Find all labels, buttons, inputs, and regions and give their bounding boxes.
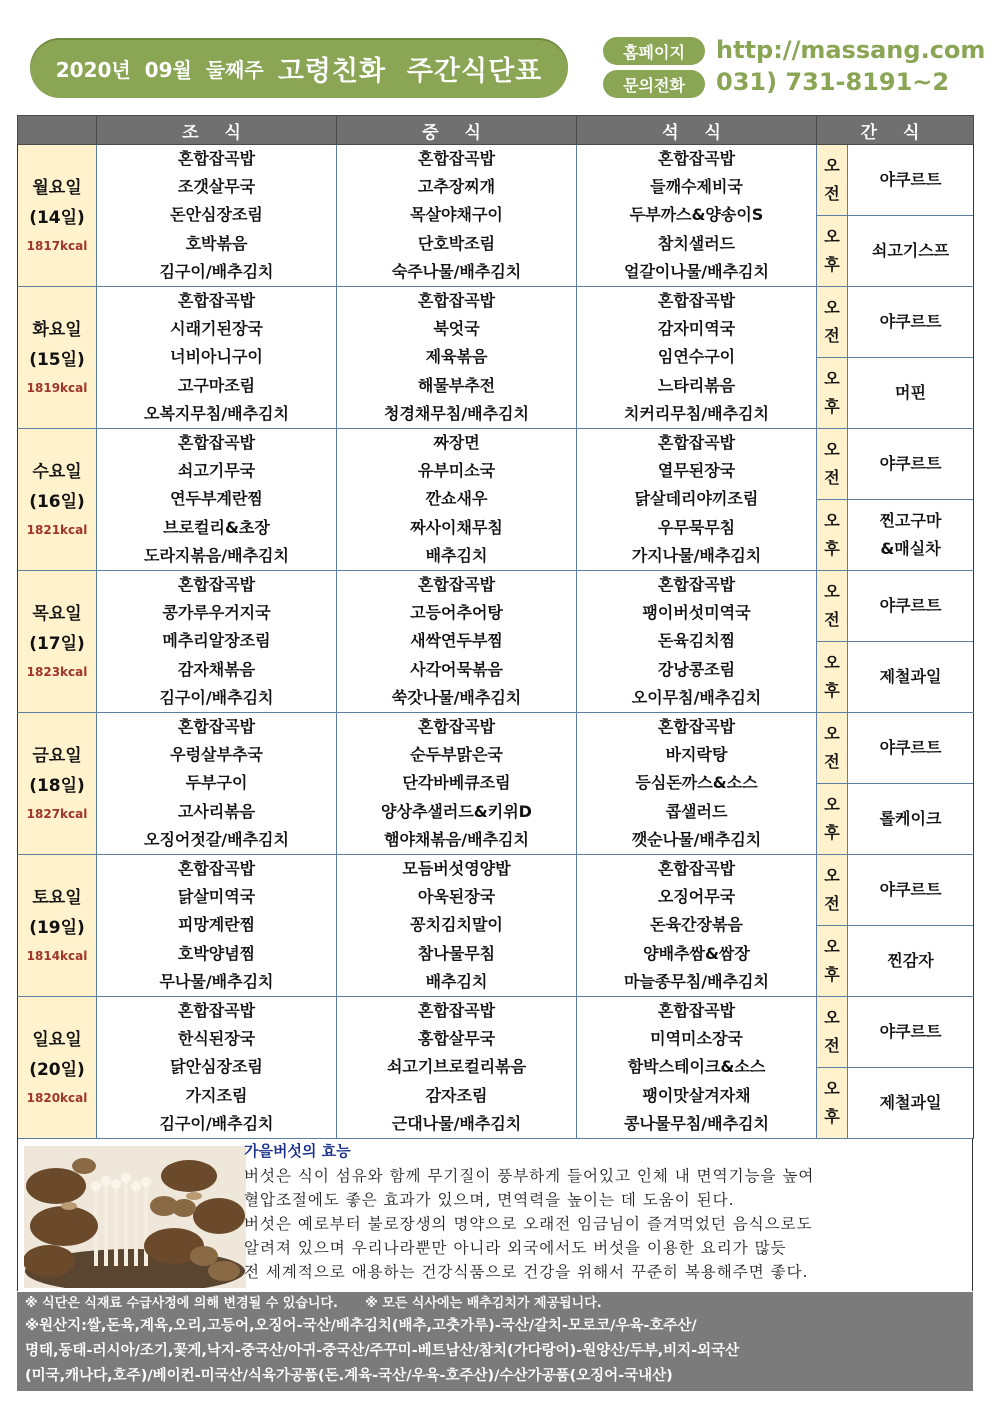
snack-label-char: 전 [824, 752, 840, 771]
menu-item: 해물부추전 [417, 375, 496, 395]
menu-item: 감자조림 [425, 1085, 488, 1105]
menu-item: 혼합잡곡밥 [177, 291, 256, 310]
dinner-cell [577, 429, 817, 571]
menu-item: 등심돈까스&소스 [635, 773, 758, 793]
header-dinner: 석 식 [577, 116, 817, 145]
day-name: 일요일 [32, 1029, 82, 1050]
menu-item: 혼합잡곡밥 [657, 575, 736, 594]
menu-item: 사각어묵볶음 [410, 659, 503, 679]
menu-item: 꽁치김치말이 [410, 915, 503, 935]
menu-item: 혼합잡곡밥 [417, 717, 496, 736]
snack-label-char: 오 [824, 511, 840, 530]
info-line: 버섯은 식이 섬유와 함께 무기질이 풍부하게 들어있고 인체 내 면역기능을 높여 [244, 1167, 815, 1185]
snack-label-char: 오 [824, 1008, 840, 1027]
homepage-label: 홈페이지 [603, 37, 705, 65]
menu-item: 닭안심장조림 [170, 1057, 263, 1077]
menu-item: 느타리볶음 [657, 375, 736, 395]
day-cell [18, 713, 97, 855]
menu-item: 모듬버섯영양밥 [402, 859, 511, 878]
day-row [18, 145, 974, 287]
dinner-cell [577, 287, 817, 429]
origin-line: ※원산지:쌀,돈육,계육,오리,고등어,오징어-국산/배추김치(배추,고춧가루)-국산/갈치-모로코/우육-호주산/ [25, 1318, 697, 1334]
table-header-row [18, 116, 974, 145]
snack-cell [817, 429, 974, 571]
lunch-cell [337, 855, 577, 997]
dinner-cell [577, 571, 817, 713]
breakfast-cell [97, 287, 337, 429]
day-kcal: 1814kcal [26, 948, 88, 963]
day-date: (20일) [29, 1059, 85, 1080]
snack-am-label [817, 145, 848, 215]
day-name: 금요일 [32, 745, 82, 766]
dinner-cell [577, 145, 817, 287]
menu-item: 아욱된장국 [417, 887, 496, 907]
menu-item: 메추리알장조림 [162, 631, 271, 651]
snack-am-label [817, 287, 848, 357]
menu-item: 오징어젓갈/배추김치 [144, 829, 289, 849]
menu-item: 혼합잡곡밥 [657, 859, 736, 878]
menu-item: 강낭콩조림 [657, 659, 736, 679]
menu-item: 혼합잡곡밥 [417, 575, 496, 594]
menu-item: 콩나물무침/배추김치 [624, 1113, 769, 1133]
mushroom-info-box [17, 1138, 973, 1291]
menu-item: 혼합잡곡밥 [177, 575, 256, 594]
menu-item: 혼합잡곡밥 [657, 717, 736, 736]
menu-item: 양상추샐러드&키위D [381, 801, 532, 821]
snack-pm-label [817, 358, 848, 428]
menu-item: 짜장면 [433, 433, 480, 452]
dinner-cell [577, 713, 817, 855]
day-kcal: 1821kcal [26, 522, 88, 537]
menu-item: 김구이/배추김치 [159, 261, 274, 281]
menu-item: 혼합잡곡밥 [417, 149, 496, 168]
menu-item: 쑥갓나물/배추김치 [391, 687, 522, 707]
menu-item: 오복지무침/배추김치 [144, 403, 289, 423]
menu-item: 혼합잡곡밥 [417, 291, 496, 310]
snack-pm-row [817, 215, 973, 286]
snack-label-char: 전 [824, 1036, 840, 1055]
snack-label-char: 전 [824, 894, 840, 913]
day-name: 월요일 [32, 177, 82, 198]
snack-label-char: 오 [824, 1079, 840, 1098]
day-kcal: 1823kcal [26, 664, 88, 679]
day-name: 수요일 [32, 461, 82, 482]
menu-item: 콩가루우거지국 [162, 603, 271, 623]
menu-item: 김구이/배추김치 [159, 1113, 274, 1133]
menu-item: 혼합잡곡밥 [657, 1001, 736, 1020]
breakfast-cell [97, 855, 337, 997]
menu-item: 숙주나물/배추김치 [391, 261, 522, 281]
day-row [18, 713, 974, 855]
day-row [18, 429, 974, 571]
lunch-cell [337, 145, 577, 287]
snack-pm-row [817, 357, 973, 428]
menu-item: 홍합살무국 [417, 1029, 496, 1049]
menu-item: 돈육간장볶음 [650, 915, 743, 935]
dinner-cell [577, 855, 817, 997]
notice-line: ※ 식단은 식재료 수급사정에 의해 변경될 수 있습니다. ※ 모든 식사에는 배추김치가 제공됩니다. [25, 1296, 602, 1311]
day-cell [18, 287, 97, 429]
snack-label-char: 오 [824, 156, 840, 175]
menu-item: 쇠고기무국 [177, 461, 256, 481]
snack-am-item: 야쿠르트 [879, 1022, 942, 1041]
menu-item: 혼합잡곡밥 [177, 149, 256, 168]
lunch-cell [337, 997, 577, 1139]
menu-table [17, 115, 974, 1139]
snack-label-char: 후 [824, 965, 840, 984]
menu-item: 얼갈이나물/배추김치 [624, 261, 769, 281]
snack-label-char: 오 [824, 440, 840, 459]
day-kcal: 1827kcal [26, 806, 88, 821]
menu-item: 혼합잡곡밥 [177, 717, 256, 736]
day-row [18, 997, 974, 1139]
dinner-cell [577, 997, 817, 1139]
snack-label-char: 오 [824, 795, 840, 814]
breakfast-cell [97, 429, 337, 571]
snack-pm-item: 제철과일 [879, 667, 942, 686]
menu-item: 무나물/배추김치 [159, 971, 274, 991]
menu-item: 가지조림 [185, 1085, 248, 1105]
menu-item: 돈육김치찜 [657, 631, 736, 651]
info-line: 혈압조절에도 좋은 효과가 있으며, 면역력을 높이는 데 도움이 된다. [244, 1191, 735, 1209]
day-row [18, 287, 974, 429]
menu-item: 김구이/배추김치 [159, 687, 274, 707]
snack-pm-row [817, 1067, 973, 1138]
day-cell [18, 855, 97, 997]
menu-item: 고사리볶음 [177, 801, 256, 821]
menu-item: 고구마조림 [177, 375, 256, 395]
menu-item: 도라지볶음/배추김치 [144, 545, 289, 565]
menu-item: 닭살미역국 [177, 887, 256, 907]
menu-item: 혼합잡곡밥 [657, 433, 736, 452]
snack-am-item: 야쿠르트 [879, 596, 942, 615]
snack-am-label [817, 429, 848, 499]
menu-item: 한식된장국 [177, 1029, 256, 1049]
snack-label-char: 전 [824, 468, 840, 487]
snack-label-char: 오 [824, 369, 840, 388]
menu-item: 깻순나물/배추김치 [631, 829, 762, 849]
snack-pm-row [817, 499, 973, 570]
snack-pm-item: 머핀 [895, 383, 926, 402]
snack-label-char: 오 [824, 298, 840, 317]
day-date: (18일) [29, 775, 85, 796]
breakfast-cell [97, 145, 337, 287]
snack-label-char: 전 [824, 610, 840, 629]
menu-item: 팽이맛살겨자채 [642, 1085, 751, 1105]
day-cell [18, 997, 97, 1139]
snack-label-char: 오 [824, 724, 840, 743]
snack-am-row [817, 997, 973, 1067]
menu-item: 미역미소장국 [650, 1029, 743, 1049]
lunch-cell [337, 571, 577, 713]
info-text [244, 1164, 954, 1284]
snack-cell [817, 287, 974, 429]
day-row [18, 571, 974, 713]
menu-item: 돈안심장조림 [170, 205, 263, 225]
menu-item: 목살야채구이 [410, 205, 503, 225]
snack-am-row [817, 429, 973, 499]
snack-label-char: 오 [824, 227, 840, 246]
menu-item: 혼합잡곡밥 [657, 149, 736, 168]
snack-cell [817, 855, 974, 997]
menu-item: 참나물무침 [417, 943, 496, 963]
menu-item: 브로컬리&초장 [163, 517, 270, 537]
snack-am-label [817, 997, 848, 1067]
menu-item: 콥샐러드 [665, 801, 728, 821]
menu-item: 감자미역국 [657, 319, 736, 339]
menu-item: 참치샐러드 [657, 233, 736, 253]
menu-item: 쇠고기브로컬리볶음 [386, 1057, 527, 1077]
day-row [18, 855, 974, 997]
menu-item: 깐쇼새우 [425, 489, 488, 509]
menu-item: 열무된장국 [657, 461, 736, 481]
menu-item: 너비아니구이 [170, 347, 263, 367]
menu-item: 조갯살무국 [177, 177, 256, 197]
menu-item: 함박스테이크&소스 [627, 1057, 766, 1077]
menu-item: 감자채볶음 [177, 659, 256, 679]
snack-label-char: 오 [824, 866, 840, 885]
mushroom-photo [24, 1146, 246, 1288]
snack-pm-item: 제철과일 [879, 1093, 942, 1112]
snack-pm-item: 찐고구마 &매실차 [879, 511, 942, 558]
snack-pm-item: 롤케이크 [879, 809, 942, 828]
lunch-cell [337, 713, 577, 855]
day-name: 화요일 [32, 319, 82, 340]
snack-cell [817, 571, 974, 713]
day-cell [18, 429, 97, 571]
snack-pm-row [817, 641, 973, 712]
menu-item: 혼합잡곡밥 [657, 291, 736, 310]
snack-cell [817, 997, 974, 1139]
menu-item: 들깨수제비국 [650, 177, 743, 197]
snack-pm-label [817, 1068, 848, 1138]
snack-am-label [817, 855, 848, 925]
notice-box [17, 1292, 973, 1391]
info-title: 가을버섯의 효능 [244, 1142, 351, 1160]
day-date: (19일) [29, 917, 85, 938]
origin-line: (미국,캐나다,호주)/베이컨-미국산/식육가공품(돈.계육-국산/우육-호주산)/수산가공품(오징어-국내산) [25, 1368, 673, 1384]
lunch-cell [337, 287, 577, 429]
snack-label-char: 전 [824, 184, 840, 203]
snack-am-row [817, 713, 973, 783]
menu-item: 닭살데리야끼조림 [634, 489, 759, 509]
day-date: (16일) [29, 491, 85, 512]
menu-item: 양배추쌈&쌈장 [643, 943, 750, 963]
day-kcal: 1819kcal [26, 380, 88, 395]
snack-label-char: 전 [824, 326, 840, 345]
menu-item: 새싹연두부찜 [410, 631, 503, 651]
menu-item: 가지나물/배추김치 [631, 545, 762, 565]
snack-cell [817, 145, 974, 287]
snack-pm-label [817, 216, 848, 286]
origin-line: 명태,동태-러시아/조기,꽃게,낙지-중국산/아귀-중국산/주꾸미-베트남산/참치(가다랑어)-원양산/두부,비지-외국산 [25, 1343, 740, 1359]
menu-item: 치커리무침/배추김치 [624, 403, 769, 423]
menu-item: 두부구이 [185, 773, 248, 793]
menu-item: 짜사이채무침 [410, 517, 503, 537]
menu-item: 단호박조림 [417, 233, 496, 253]
menu-item: 배추김치 [425, 971, 488, 991]
menu-item: 근대나물/배추김치 [391, 1113, 522, 1133]
snack-cell [817, 713, 974, 855]
menu-item: 단각바베큐조림 [402, 773, 511, 793]
snack-label-char: 후 [824, 681, 840, 700]
snack-pm-label [817, 926, 848, 996]
info-line: 전 세계적으로 애용하는 건강식품으로 건강을 위해서 꾸준히 복용해주면 좋다. [244, 1263, 809, 1281]
menu-item: 시래기된장국 [170, 319, 263, 339]
snack-am-item: 야쿠르트 [879, 312, 942, 331]
menu-item: 팽이버섯미역국 [642, 603, 751, 623]
menu-item: 청경채무침/배추김치 [384, 403, 529, 423]
snack-pm-label [817, 642, 848, 712]
menu-item: 바지락탕 [665, 745, 728, 765]
snack-label-char: 오 [824, 653, 840, 672]
header-snack: 간 식 [817, 116, 974, 145]
page-title: 고령친화 주간식단표 [277, 55, 543, 87]
menu-item: 연두부계란찜 [170, 489, 263, 509]
breakfast-cell [97, 713, 337, 855]
menu-item: 혼합잡곡밥 [177, 1001, 256, 1020]
snack-am-item: 야쿠르트 [879, 170, 942, 189]
snack-am-label [817, 571, 848, 641]
snack-pm-label [817, 784, 848, 854]
menu-item: 제육볶음 [425, 347, 488, 367]
menu-item: 호박양념찜 [177, 943, 256, 963]
snack-label-char: 후 [824, 397, 840, 416]
snack-label-char: 후 [824, 539, 840, 558]
day-name: 토요일 [32, 887, 82, 908]
breakfast-cell [97, 571, 337, 713]
title-date: 2020년 09월 둘째주 [55, 57, 264, 82]
snack-am-row [817, 571, 973, 641]
menu-item: 마늘종무침/배추김치 [624, 971, 769, 991]
menu-item: 유부미소국 [417, 461, 496, 481]
menu-item: 두부까스&양송이S [629, 205, 764, 225]
header-day [18, 116, 97, 145]
header-lunch: 중 식 [337, 116, 577, 145]
day-date: (17일) [29, 633, 85, 654]
snack-pm-row [817, 783, 973, 854]
menu-item: 순두부맑은국 [410, 745, 503, 765]
phone-number: 031) 731-8191~2 [716, 68, 950, 96]
phone-label: 문의전화 [603, 70, 705, 98]
menu-item: 햄야채볶음/배추김치 [384, 829, 529, 849]
homepage-link[interactable]: http://massang.com [716, 36, 986, 64]
info-line: 알려져 있으며 우리나라뿐만 아니라 외국에서도 버섯을 이용한 요리가 많듯 [244, 1239, 787, 1257]
day-date: (14일) [29, 207, 85, 228]
menu-item: 북엇국 [433, 319, 480, 339]
snack-am-row [817, 855, 973, 925]
menu-item: 혼합잡곡밥 [177, 859, 256, 878]
snack-am-row [817, 145, 973, 215]
menu-item: 고추장찌개 [417, 177, 496, 197]
menu-item: 오이무침/배추김치 [631, 687, 762, 707]
lunch-cell [337, 429, 577, 571]
header-breakfast: 조 식 [97, 116, 337, 145]
snack-am-label [817, 713, 848, 783]
snack-pm-item: 찐감자 [887, 951, 934, 970]
title-banner [30, 38, 568, 98]
snack-am-item: 야쿠르트 [879, 880, 942, 899]
snack-pm-label [817, 500, 848, 570]
snack-pm-item: 쇠고기스프 [871, 241, 950, 260]
menu-item: 피망계란찜 [177, 915, 256, 935]
day-name: 목요일 [32, 603, 82, 624]
menu-item: 고등어추어탕 [410, 603, 503, 623]
snack-label-char: 후 [824, 1107, 840, 1126]
menu-item: 오징어무국 [657, 887, 736, 907]
day-cell [18, 571, 97, 713]
breakfast-cell [97, 997, 337, 1139]
menu-item: 혼합잡곡밥 [177, 433, 256, 452]
info-line: 버섯은 예로부터 불로장생의 명약으로 오래전 임금님이 즐겨먹었던 음식으로도 [244, 1215, 813, 1233]
day-cell [18, 145, 97, 287]
menu-item: 우무묵무침 [657, 517, 736, 537]
day-date: (15일) [29, 349, 85, 370]
snack-label-char: 오 [824, 937, 840, 956]
snack-am-item: 야쿠르트 [879, 454, 942, 473]
day-kcal: 1817kcal [26, 238, 88, 253]
snack-pm-row [817, 925, 973, 996]
day-kcal: 1820kcal [26, 1090, 88, 1105]
snack-label-char: 후 [824, 255, 840, 274]
snack-am-item: 야쿠르트 [879, 738, 942, 757]
menu-item: 우렁살부추국 [170, 745, 263, 765]
menu-item: 호박볶음 [185, 233, 248, 253]
snack-label-char: 오 [824, 582, 840, 601]
snack-am-row [817, 287, 973, 357]
menu-item: 혼합잡곡밥 [417, 1001, 496, 1020]
menu-item: 배추김치 [425, 545, 488, 565]
menu-item: 임연수구이 [657, 347, 736, 367]
snack-label-char: 후 [824, 823, 840, 842]
